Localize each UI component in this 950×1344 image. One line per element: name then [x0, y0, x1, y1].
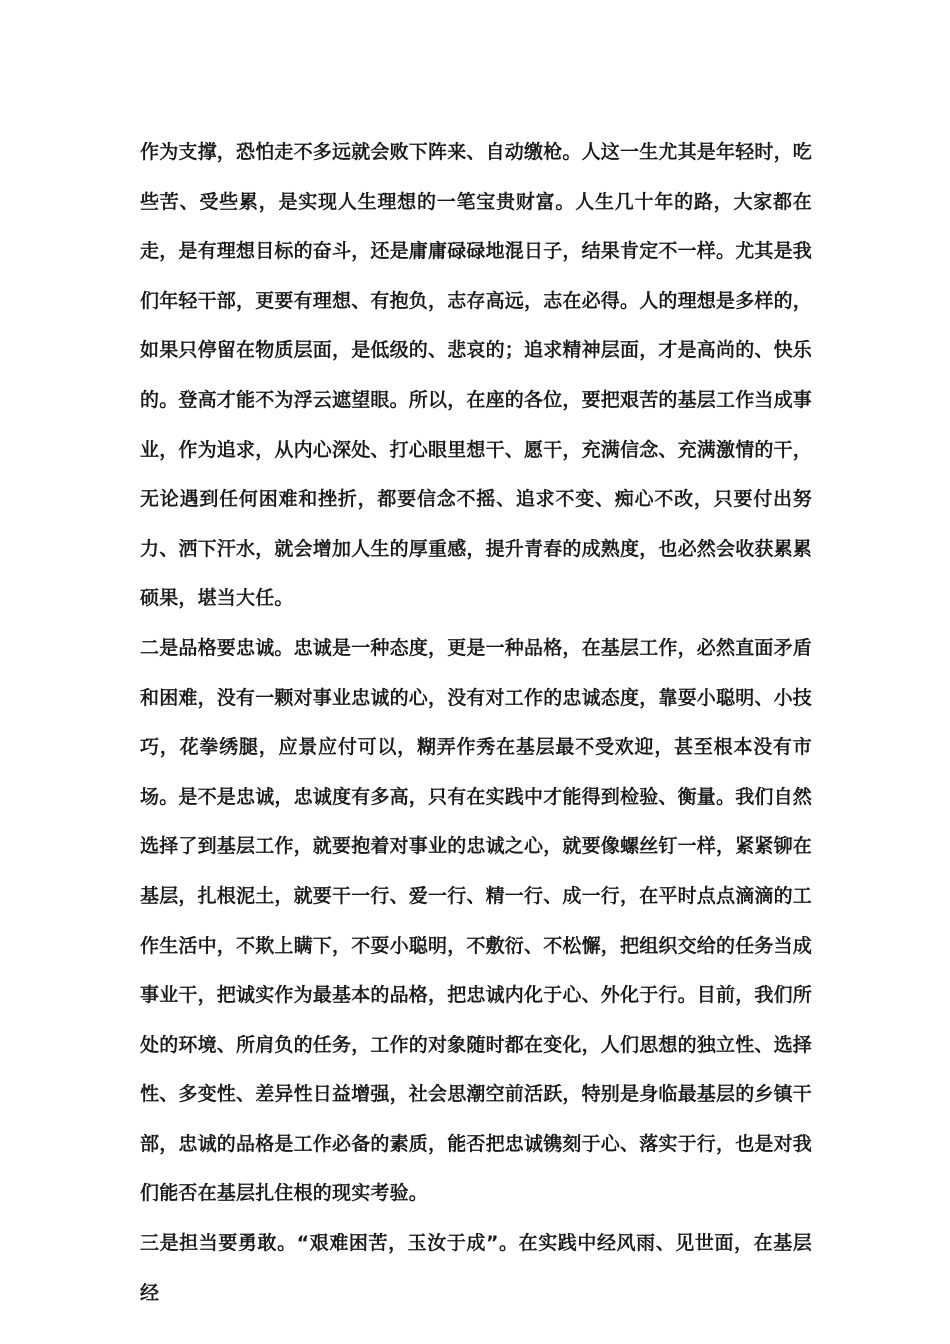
paragraph-ideals: 作为支撑，恐怕走不多远就会败下阵来、自动缴枪。人这一生尤其是年轻时，吃些苦、受些累，是实现人生理想的一笔宝贵财富。人生几十年的路，大家都在走，是有理想目标的奋斗，还是庸庸碌碌地混日子，结果肯定不一样。尤其是我们年轻干部，更要有理想、有抱负，志存高远，志在必得。人的理想是多样的，如果只停留在物质层面，是低级的、悲哀的；追求精神层面，才是高尚的、快乐的。登高才能不为浮云遮望眼。所以，在座的各位，要把艰苦的基层工作当成事业，作为追求，从内心深处、打心眼里想干、愿干，充满信念、充满激情的干，无论遇到任何困难和挫折，都要信念不摇、追求不变、痴心不改，只要付出努力、洒下汗水，就会增加人生的厚重感，提升青春的成熟度，也必然会收获累累硕果，堪当大任。 — [140, 141, 813, 610]
paragraph-loyalty: 二是品格要忠诚。忠诚是一种态度，更是一种品格，在基层工作，必然直面矛盾和困难，没有一颗对事业忠诚的心，没有对工作的忠诚态度，靠耍小聪明、小技巧，花拳绣腿，应景应付可以，糊弄作秀在基层最不受欢迎，甚至根本没有市场。是不是忠诚，忠诚度有多高，只有在实践中才能得到检验、衡量。我们自然选择了到基层工作，就要抱着对事业的忠诚之心，就要像螺丝钉一样，紧紧铆在基层，扎根泥土，就要干一行、爱一行、精一行、成一行，在平时点点滴滴的工作生活中，不欺上瞒下，不耍小聪明，不敷衍、不松懈，把组织交给的任务当成事业干，把诚实作为最基本的品格，把忠诚内化于心、外化于行。目前，我们所处的环境、所肩负的任务，工作的对象随时都在变化，人们思想的独立性、选择性、多变性、差异性日益增强，社会思潮空前活跃，特别是身临最基层的乡镇干部，忠诚的品格是工作必备的素质，能否把忠诚镌刻于心、落实于行，也是对我们能否在基层扎住根的现实考验。 — [140, 636, 813, 1205]
document-page — [140, 128, 812, 1318]
paragraph-courage: 三是担当要勇敢。“艰难困苦，玉汝于成”。在实践中经风雨、见世面，在基层经 — [140, 1232, 812, 1304]
